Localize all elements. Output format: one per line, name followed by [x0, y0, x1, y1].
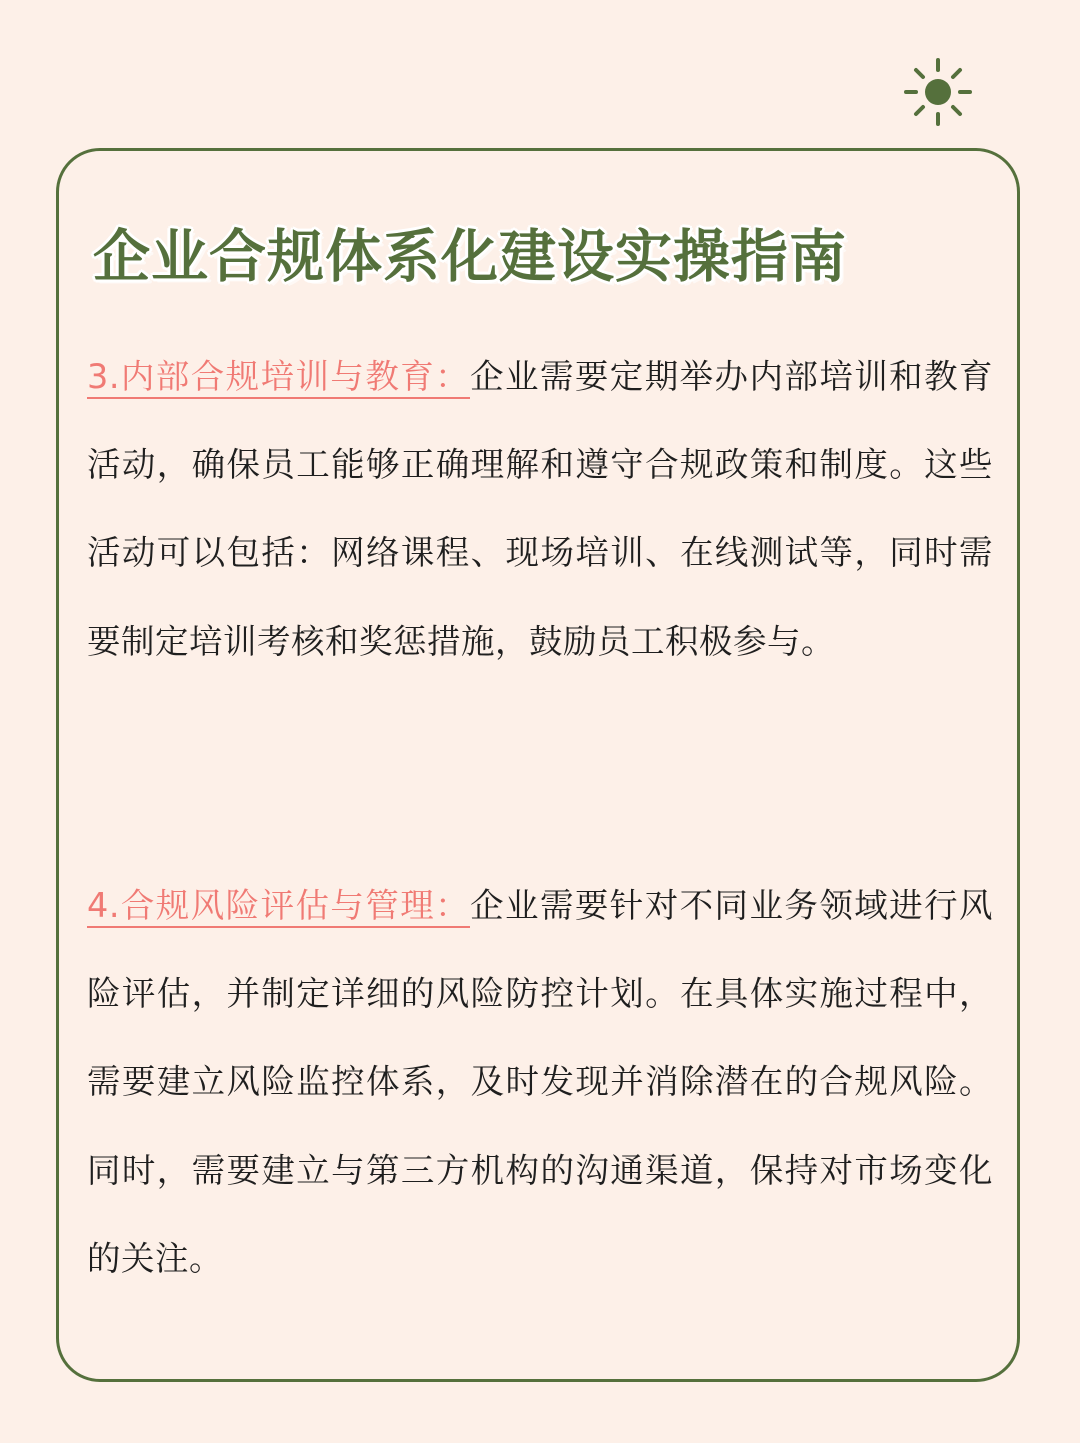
section-body: 企业需要针对不同业务领域进行风险评估，并制定详细的风险防控计划。在具体实施过程中，需要建立风险监控体系，及时发现并消除潜在的合规风险。同时，需要建立与第三方机构的沟通渠道，保持对市场变化的关注。 — [87, 886, 994, 1278]
section-heading: 4.合规风险评估与管理： — [87, 886, 470, 928]
section-body: 企业需要定期举办内部培训和教育活动，确保员工能够正确理解和遵守合规政策和制度。这些活动可以包括：网络课程、现场培训、在线测试等，同时需要制定培训考核和奖惩措施，鼓励员工积极参与。 — [87, 357, 994, 661]
section-heading: 3.内部合规培训与教育： — [87, 357, 470, 399]
page-title: 企业合规体系化建设实操指南 — [93, 224, 847, 290]
sun-icon — [902, 56, 974, 128]
content-card — [56, 148, 1020, 1382]
section-internal-training — [87, 333, 993, 686]
section-risk-assessment — [87, 862, 993, 1303]
